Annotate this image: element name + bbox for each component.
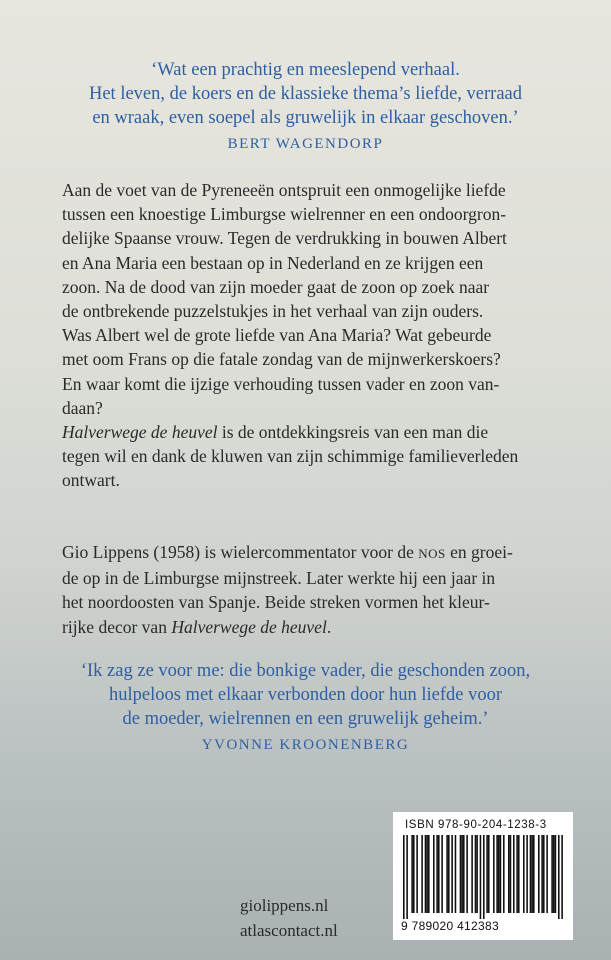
barcode-bar bbox=[413, 835, 415, 913]
top-quote-line: Het leven, de koers en de klassieke thema’s liefde, verraad bbox=[88, 84, 523, 104]
barcode-bar bbox=[498, 835, 500, 913]
blurb-line: met oom Frans op die fatale zondag van de mijnwerkerskoers? bbox=[62, 349, 501, 370]
bio-text: rijke decor van bbox=[62, 616, 172, 637]
barcode-bar bbox=[493, 835, 495, 913]
barcode-bar bbox=[466, 835, 468, 913]
blurb-line: tussen een knoestige Limburgse wielrenner en een ondoorgron- bbox=[62, 204, 507, 225]
blurb-title-line bbox=[62, 420, 562, 444]
barcode-bar bbox=[471, 835, 473, 913]
barcode-bar bbox=[558, 835, 560, 919]
barcode-bar bbox=[460, 835, 462, 913]
barcode-bar bbox=[555, 835, 557, 913]
book-title-italic: Halverwege de heuvel bbox=[62, 422, 218, 443]
barcode-bar bbox=[553, 835, 555, 913]
barcode-bar bbox=[441, 835, 443, 913]
barcode-bar bbox=[455, 835, 457, 913]
bio-text: en groei- bbox=[445, 542, 513, 562]
top-review-quote bbox=[40, 58, 571, 156]
barcode-bar bbox=[461, 835, 463, 913]
barcode-bar bbox=[463, 835, 465, 913]
bottom-quote-author: YVONNE KROONENBERG bbox=[201, 737, 410, 753]
barcode-bar bbox=[483, 835, 485, 919]
book-blurb bbox=[62, 178, 562, 493]
barcode-bar bbox=[551, 835, 553, 913]
barcode-bar bbox=[533, 835, 535, 913]
isbn-label: ISBN 978-90-204-1238-3 bbox=[405, 819, 547, 831]
blurb-line: Aan de voet van de Pyreneeën ontspruit een onmogelijke liefde bbox=[62, 180, 506, 200]
barcode-bar bbox=[488, 835, 490, 913]
barcode-bar bbox=[480, 835, 482, 919]
top-quote-author: BERT WAGENDORP bbox=[227, 136, 384, 152]
barcode-bar bbox=[425, 835, 427, 913]
barcode-bars bbox=[403, 835, 563, 919]
barcode-bar bbox=[433, 835, 435, 913]
blurb-line: daan? bbox=[62, 397, 103, 418]
book-title-italic: Halverwege de heuvel bbox=[171, 616, 327, 637]
barcode-bar bbox=[500, 835, 502, 913]
bottom-review-quote bbox=[40, 659, 571, 757]
bio-line bbox=[62, 540, 562, 566]
barcode-bar bbox=[451, 835, 453, 913]
barcode-bar bbox=[546, 835, 548, 913]
top-quote-line: ‘Wat een prachtig en meeslepend verhaal. bbox=[151, 60, 460, 80]
barcode-bar bbox=[448, 835, 450, 913]
barcode-bar bbox=[486, 835, 488, 913]
barcode-bar bbox=[403, 835, 405, 919]
barcode-bar bbox=[516, 835, 518, 913]
barcode-bar bbox=[438, 835, 440, 913]
barcode-bar bbox=[523, 835, 525, 913]
barcode-bar bbox=[541, 835, 543, 913]
blurb-line: delijke Spaanse vrouw. Tegen de verdrukking in bouwen Albert bbox=[62, 228, 507, 249]
barcode-bar bbox=[526, 835, 528, 913]
top-quote-line: en wraak, even soepel als gruwelijk in elkaar geschoven.’ bbox=[92, 108, 519, 128]
blurb-line-text: is de ontdekkingsreis van een man die bbox=[217, 422, 489, 443]
barcode-bar bbox=[426, 835, 428, 913]
barcode-bar bbox=[503, 835, 505, 913]
broadcaster-name: NOS bbox=[418, 546, 446, 561]
isbn-barcode bbox=[393, 812, 573, 940]
barcode-bar bbox=[543, 835, 545, 913]
barcode-bar bbox=[531, 835, 533, 913]
bio-text: Gio Lippens (1958) is wielercommentator voor de bbox=[62, 542, 419, 562]
barcode-bar bbox=[446, 835, 448, 913]
barcode-bar bbox=[475, 835, 477, 913]
barcode-bar bbox=[518, 835, 520, 913]
barcode-bar bbox=[513, 835, 515, 913]
barcode-bar bbox=[421, 835, 423, 913]
barcode-bar bbox=[510, 835, 512, 913]
blurb-line: En waar komt die ijzige verhouding tussen vader en zoon van- bbox=[62, 373, 500, 394]
bio-line bbox=[62, 615, 562, 639]
websites bbox=[240, 893, 390, 943]
blurb-line: zoon. Na de dood van zijn moeder gaat de zoon op zoek naar bbox=[62, 276, 490, 297]
barcode-bar bbox=[530, 835, 532, 913]
blurb-line: en Ana Maria een bestaan op in Nederland en ze krijgen een bbox=[62, 252, 484, 273]
barcode-bar bbox=[436, 835, 438, 913]
barcode-bar bbox=[538, 835, 540, 913]
blurb-line: de ontbrekende puzzelstukjes in het verhaal van zijn ouders. bbox=[62, 301, 484, 322]
barcode-bar bbox=[496, 835, 498, 913]
barcode-bar bbox=[508, 835, 510, 913]
bottom-quote-line: de moeder, wielrennen en een gruwelijk geheim.’ bbox=[122, 709, 489, 729]
barcode-bar bbox=[428, 835, 430, 913]
bottom-quote-line: ‘Ik zag ze voor me: die bonkige vader, die geschonden zoon, bbox=[80, 661, 531, 681]
bio-line: het noordoosten van Spanje. Beide streken vormen het kleur- bbox=[62, 592, 490, 613]
publisher-website: atlascontact.nl bbox=[240, 921, 338, 940]
author-website: giolippens.nl bbox=[240, 896, 329, 915]
barcode-bar bbox=[411, 835, 413, 913]
blurb-line: tegen wil en dank de kluwen van zijn schimmige familieverleden bbox=[62, 446, 519, 467]
barcode-bar bbox=[406, 835, 408, 919]
bio-text: . bbox=[326, 616, 332, 637]
blurb-line: Was Albert wel de grote liefde van Ana Maria? Wat gebeurde bbox=[62, 325, 492, 346]
bottom-quote-line: hulpeloos met elkaar verbonden door hun liefde voor bbox=[108, 685, 502, 705]
barcode-bar bbox=[561, 835, 563, 919]
barcode-bar bbox=[476, 835, 478, 913]
author-bio bbox=[62, 540, 562, 639]
barcode-digits: 9 789020 412383 bbox=[401, 919, 499, 933]
barcode-bar bbox=[416, 835, 418, 913]
blurb-line: ontwart. bbox=[62, 470, 120, 491]
bio-line: de op in de Limburgse mijnstreek. Later werkte hij een jaar in bbox=[62, 568, 496, 589]
